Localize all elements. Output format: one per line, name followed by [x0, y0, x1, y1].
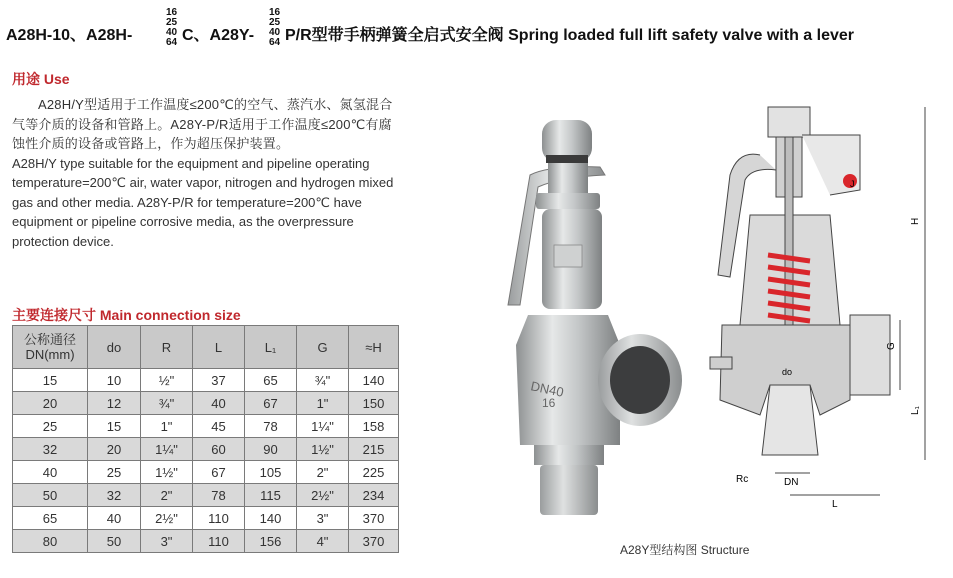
- table-cell: 4": [297, 530, 349, 553]
- table-cell: 1": [297, 392, 349, 415]
- table-cell: 110: [193, 530, 245, 553]
- pressure-stack-2: [269, 8, 280, 48]
- table-cell: 32: [13, 438, 88, 461]
- use-description: [12, 95, 397, 251]
- table-cell: 10: [88, 369, 141, 392]
- table-cell: ¾": [141, 392, 193, 415]
- col-header-g: G: [297, 326, 349, 369]
- table-heading: 主要连接尺寸 Main connection size: [12, 307, 241, 323]
- page-title: [6, 8, 951, 48]
- table-cell: 78: [245, 415, 297, 438]
- dim-label-do: do: [782, 367, 793, 377]
- table-row: [13, 530, 399, 553]
- table-cell: 40: [13, 461, 88, 484]
- dim-label-h: H: [910, 217, 921, 225]
- table-cell: ½": [141, 369, 193, 392]
- col-header-dn: 公称通径 DN(mm): [13, 326, 88, 369]
- dim-label-l1: L₁: [910, 406, 921, 415]
- dim-label-rc: Rc: [736, 474, 749, 485]
- body-marking-pressure: 16: [542, 396, 556, 410]
- cap-ring: [546, 155, 588, 163]
- table-cell: 158: [349, 415, 399, 438]
- table-cell: 234: [349, 484, 399, 507]
- col-header-l: L: [193, 326, 245, 369]
- col-header-l1: L₁: [245, 326, 297, 369]
- table-cell: 215: [349, 438, 399, 461]
- body-marking: DN40: [529, 378, 566, 400]
- table-cell: 20: [88, 438, 141, 461]
- table-cell: 1¼": [141, 438, 193, 461]
- table-cell: 67: [245, 392, 297, 415]
- inlet-nozzle: [540, 465, 598, 515]
- table-cell: 2½": [297, 484, 349, 507]
- table-cell: 60: [193, 438, 245, 461]
- col-header-do: do: [88, 326, 141, 369]
- table-cell: 105: [245, 461, 297, 484]
- table-cell: 2½": [141, 507, 193, 530]
- table-cell: 37: [193, 369, 245, 392]
- stack1-value: 40: [166, 27, 178, 38]
- table-cell: 1¼": [297, 415, 349, 438]
- stack2-value: 64: [269, 37, 281, 48]
- table-cell: 20: [13, 392, 88, 415]
- inlet-collar: [534, 445, 604, 465]
- drawing-nozzle: [762, 385, 818, 455]
- stack2-value: 40: [269, 27, 281, 38]
- table-row: [13, 369, 399, 392]
- stack1-value: 16: [166, 7, 178, 18]
- table-row: [13, 392, 399, 415]
- table-cell: 1": [141, 415, 193, 438]
- dim-label-dn: DN: [784, 477, 799, 488]
- dim-label-l: L: [832, 499, 838, 510]
- table-cell: 25: [88, 461, 141, 484]
- table-cell: 12: [88, 392, 141, 415]
- table-cell: 15: [13, 369, 88, 392]
- table-cell: 45: [193, 415, 245, 438]
- table-cell: 50: [88, 530, 141, 553]
- structure-caption: A28Y型结构图 Structure: [620, 543, 750, 557]
- pressure-stack-1: [166, 8, 177, 48]
- outlet-bore: [610, 346, 670, 414]
- stack1-value: 64: [166, 37, 178, 48]
- table-cell: 65: [13, 507, 88, 530]
- drawing-bolt: [710, 357, 732, 369]
- table-cell: 156: [245, 530, 297, 553]
- table-cell: 2": [297, 461, 349, 484]
- use-heading: 用途 Use: [12, 71, 70, 87]
- bonnet-flange: [536, 193, 600, 209]
- nameplate: [554, 245, 582, 267]
- table-cell: 140: [245, 507, 297, 530]
- table-cell: 2": [141, 484, 193, 507]
- structure-drawing: [700, 95, 950, 535]
- table-cell: 65: [245, 369, 297, 392]
- table-header-row: [13, 326, 399, 369]
- stack1-value: 25: [166, 17, 178, 28]
- table-cell: 110: [193, 507, 245, 530]
- title-part-3: P/R型带手柄弹簧全启式安全阀 Spring loaded full lift safety valve with a lever: [285, 27, 854, 44]
- table-cell: 140: [349, 369, 399, 392]
- title-part-1: A28H-10、A28H-: [6, 27, 133, 44]
- stack2-value: 16: [269, 7, 281, 18]
- table-cell: 1½": [141, 461, 193, 484]
- drawing-outlet: [850, 315, 890, 395]
- use-text-en: A28H/Y type suitable for the equipment and pipeline operating temperature=200℃ air, water vapor, nitrogen and hydrogen mixed gas and other media. A28Y-P/R for temperature=200℃ have equipment or pipeline corrosive media, as the overpressure protection device.: [12, 155, 394, 249]
- table-cell: 150: [349, 392, 399, 415]
- table-cell: 15: [88, 415, 141, 438]
- table-cell: 25: [13, 415, 88, 438]
- col-header-h: ≈H: [349, 326, 399, 369]
- table-cell: 3": [141, 530, 193, 553]
- dim-label-g: G: [886, 342, 897, 350]
- dim-label-j: J: [850, 179, 855, 189]
- table-cell: 3": [297, 507, 349, 530]
- drawing-cap: [768, 107, 810, 137]
- table-cell: 40: [88, 507, 141, 530]
- use-text-zh: A28H/Y型适用于工作温度≤200℃的空气、蒸汽水、氮氢混合气等介质的设备和管路上。A28Y-P/R适用于工作温度≤200℃有腐蚀性介质的设备或管路上，作为超压保护装置。: [12, 97, 393, 151]
- table-row: [13, 438, 399, 461]
- table-cell: 225: [349, 461, 399, 484]
- table-cell: 78: [193, 484, 245, 507]
- table-cell: 90: [245, 438, 297, 461]
- table-row: [13, 461, 399, 484]
- table-cell: 67: [193, 461, 245, 484]
- table-cell: 115: [245, 484, 297, 507]
- table-cell: ¾": [297, 369, 349, 392]
- connection-size-table: [12, 325, 399, 553]
- table-cell: 1½": [297, 438, 349, 461]
- table-cell: 370: [349, 507, 399, 530]
- stack2-value: 25: [269, 17, 281, 28]
- table-cell: 370: [349, 530, 399, 553]
- table-cell: 80: [13, 530, 88, 553]
- table-cell: 40: [193, 392, 245, 415]
- table-cell: 32: [88, 484, 141, 507]
- table-row: [13, 484, 399, 507]
- table-row: [13, 415, 399, 438]
- title-part-2: C、A28Y-: [182, 27, 255, 44]
- table-cell: 50: [13, 484, 88, 507]
- valve-photo: [490, 115, 690, 525]
- table-row: [13, 507, 399, 530]
- col-header-r: R: [141, 326, 193, 369]
- valve-stem-housing: [548, 163, 588, 193]
